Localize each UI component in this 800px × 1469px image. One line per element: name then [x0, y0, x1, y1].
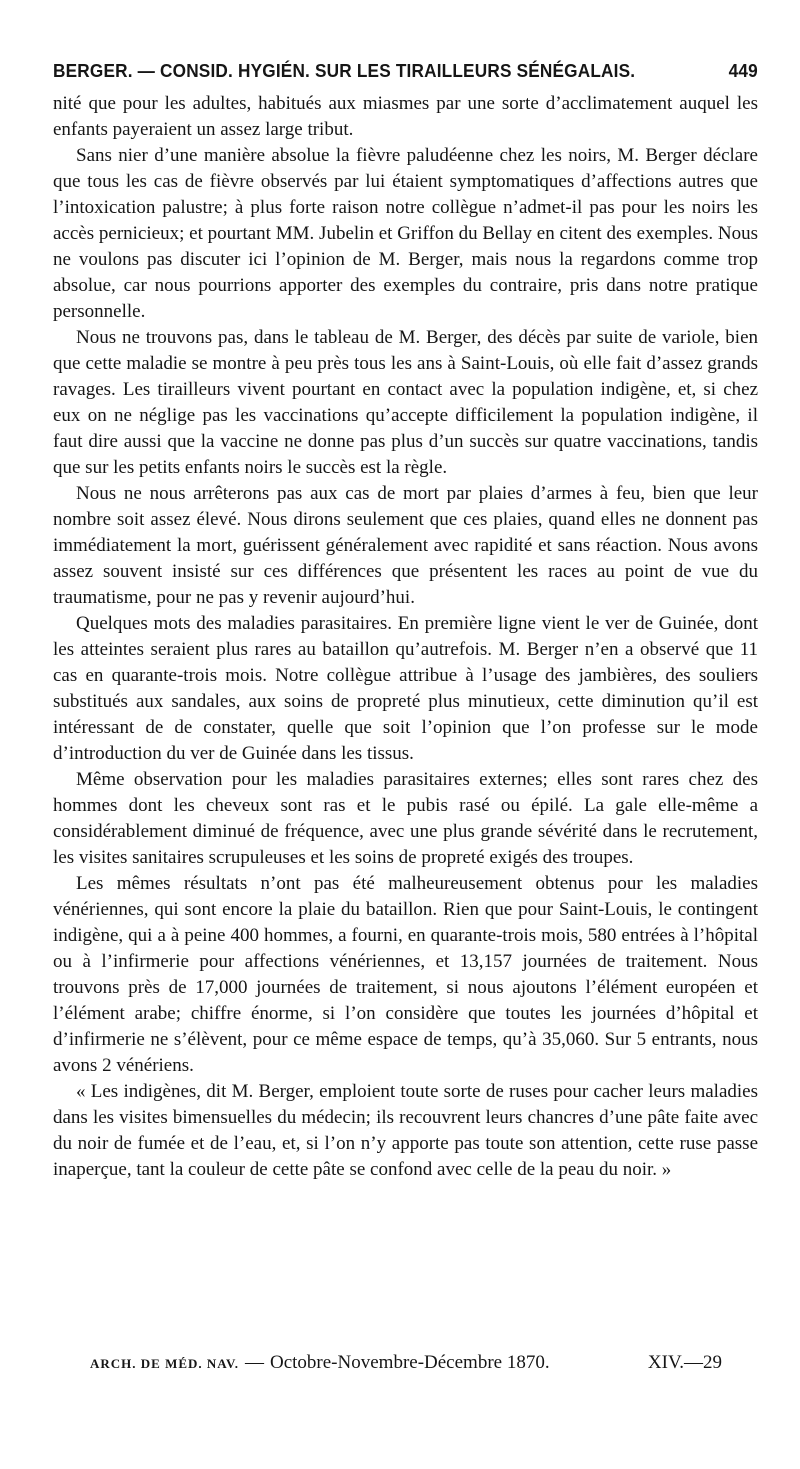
paragraph: Nous ne nous arrêterons pas aux cas de mort par plaies d’armes à feu, bien que leur nombre soit assez élevé. Nous dirons seulement que ces plaies, quand elles ne donnent pas immédiatement la mort, guérissent généralement avec rapidité et sans réaction. Nous avons assez souvent insisté sur ces différences que présentent les races au point de vue du traumatisme, pour ne pas y revenir aujourd’hui. [53, 483, 758, 608]
paragraph: « Les indigènes, dit M. Berger, emploient toute sorte de ruses pour cacher leurs maladies dans les visites bimensuelles du médecin; ils recouvrent leurs chancres d’une pâte faite avec du noir de fumée et de l’eau, et, si l’on n’y apporte pas toute son attention, cette ruse passe inaperçue, tant la couleur de cette pâte se confond avec celle de la peau du noir. » [53, 1081, 758, 1180]
paragraph: Les mêmes résultats n’ont pas été malheureusement obtenus pour les maladies vénériennes, qui sont encore la plaie du bataillon. Rien que pour Saint-Louis, le contingent indigène, qui a à peine 400 hommes, a fourni, en quarante-trois mois, 580 entrées à l’hôpital ou à l’infirmerie pour affections vénériennes, et 13,157 journées de traitement. Nous trouvons près de 17,000 journées de traitement, si nous ajoutons l’élément européen et l’élément arabe; chiffre énorme, si l’on considère que toutes les journées d’hôpital et d’infirmerie ne s’élèvent, pour ce même espace de temps, qu’à 35,060. Sur 5 entrants, nous avons 2 vénériens. [53, 873, 758, 1076]
issue-date: Octobre-Novembre-Décembre 1870. [269, 1352, 550, 1373]
paragraph: nité que pour les adultes, habitués aux miasmes par une sorte d’acclimatement auquel les enfants payeraient un assez large tribut. [53, 93, 758, 140]
paragraph: Sans nier d’une manière absolue la fièvre paludéenne chez les noirs, M. Berger déclare que tous les cas de fièvre observés par lui étaient symptomatiques d’affections autres que l’intoxication palustre; à plus forte raison notre collègue n’admet-il pas pour les noirs les accès pernicieux; et pourtant MM. Jubelin et Griffon du Bellay en citent des exemples. Nous ne voulons pas discuter ici l’opinion de M. Berger, mais nous la regardons comme trop absolue, car nous pourrions apporter des exemples du contraire, pris dans notre pratique personnelle. [53, 145, 758, 322]
journal-abbreviation: ARCH. DE MÉD. NAV. [90, 1356, 239, 1371]
page [53, 54, 758, 1183]
page-number: 449 [728, 60, 758, 81]
paragraph: Nous ne trouvons pas, dans le tableau de M. Berger, des décès par suite de variole, bien que cette maladie se montre à peu près tous les ans à Saint-Louis, où elle fait d’assez grands ravages. Les tirailleurs vivent pourtant en contact avec la population indigène, et, si chez eux on ne néglige pas les vaccinations qu’accepte difficilement la population indigène, il faut dire aussi que la vaccine ne donne pas plus d’un succès sur quatre vaccinations, tandis que sur les petits enfants noirs le succès est la règle. [53, 327, 758, 478]
running-title: BERGER. — CONSID. HYGIÉN. SUR LES TIRAILLEURS SÉNÉGALAIS. [53, 60, 636, 81]
running-head [53, 54, 760, 88]
paragraph: Même observation pour les maladies parasitaires externes; elles sont rares chez des hommes dont les cheveux sont ras et le pubis rasé ou épilé. La gale elle-même a considérablement diminué de fréquence, avec une plus grande sévérité dans le recrutement, les visites sanitaires scrupuleuses et les soins de propreté exigés des troupes. [53, 769, 758, 868]
running-foot [90, 1350, 722, 1377]
footer-journal-line [90, 1350, 550, 1377]
footer-separator: — [244, 1352, 264, 1373]
body-text [53, 91, 758, 1183]
signature-mark: XIV.—29 [647, 1352, 722, 1373]
paragraph: Quelques mots des maladies parasitaires. En première ligne vient le ver de Guinée, dont les atteintes seraient plus rares au bataillon qu’autrefois. M. Berger n’en a observé que 11 cas en quarante-trois mois. Notre collègue attribue à l’usage des jambières, des souliers substitués aux sandales, aux soins de propreté plus minutieux, cette diminution qu’il est intéressant de de constater, quelle que soit l’opinion que l’on professe sur le mode d’introduction du ver de Guinée dans les tissus. [53, 613, 758, 764]
